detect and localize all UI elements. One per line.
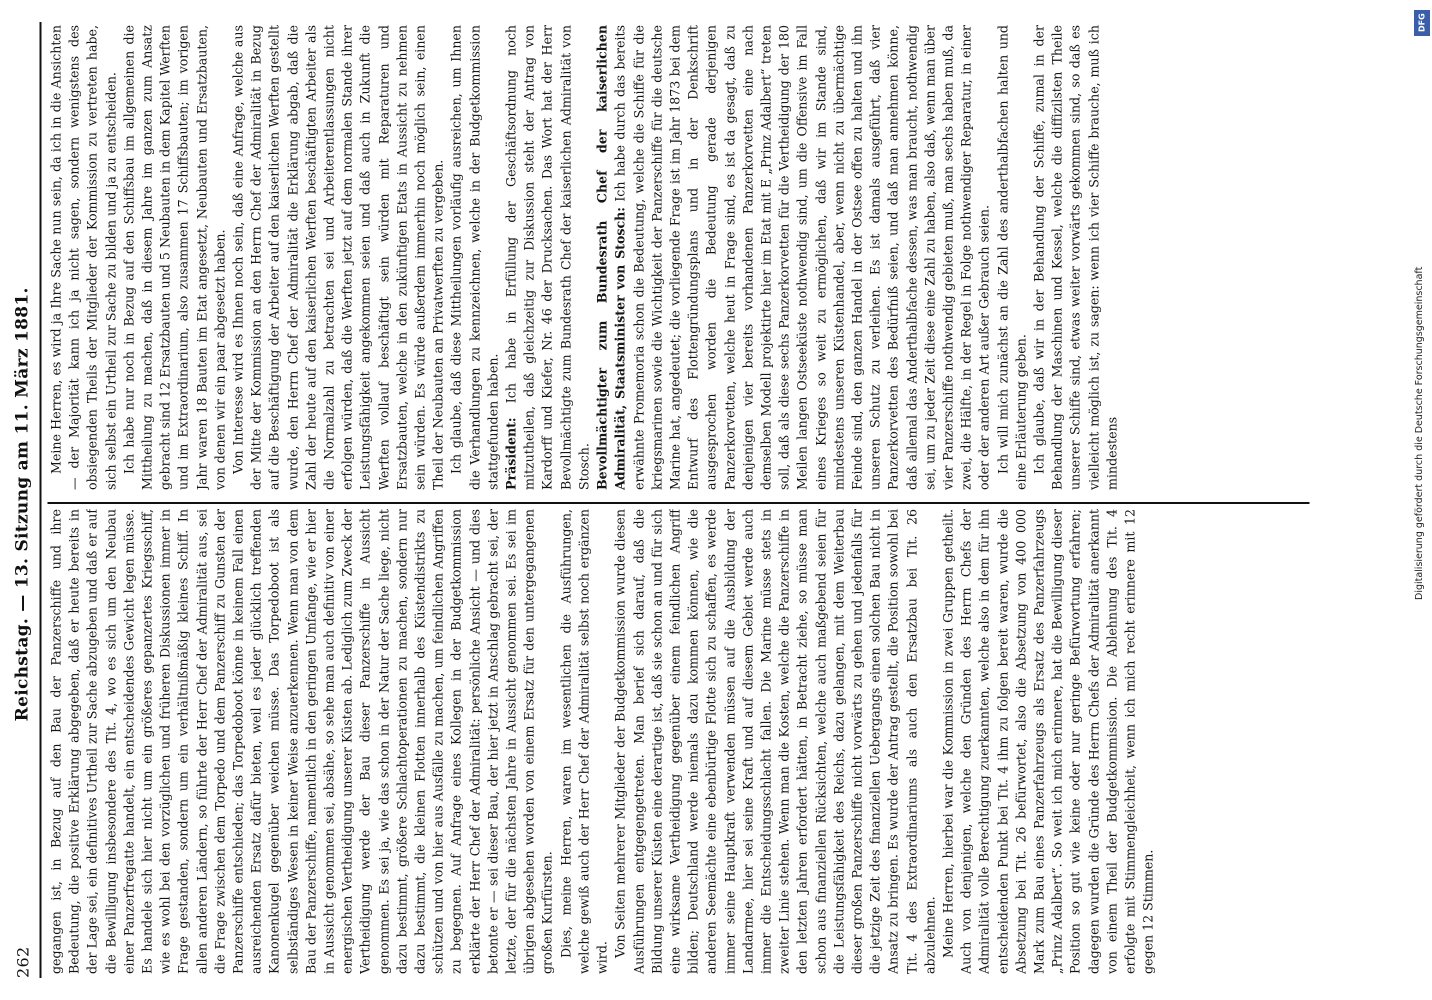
- paragraph-text: gegangen ist, in Bezug auf den Bau der Panzerschiffe und ihre Bedeutung, die positive Erklärung abgegeben, daß er heute bereits in der Lage sei, ein definitives Urtheil zur Sache abzugeben und daß er auf die Bewilligung insbesondere des Tit. 4, wo es sich um den Neubau einer Panzerfregatte handelt, ein entscheidendes Gewicht legen müsse. Es handele sich hier nicht um ein größeres gepanzertes Kriegsschiff, wie es wohl bei den vorzüglichen und früheren Diskussionen immer in Frage gestanden, sondern um ein verhältnißmäßig kleines Schiff. In allen anderen Ländern, so führte der Herr Chef der Admiralität aus, sei die Frage zwischen dem Torpedo und dem Panzerschiff zu Gunsten der Panzerschiffe entschieden; das Torpedoboot könne in keinem Fall einen ausreichenden Ersatz dafür bieten, weil es jeder glücklich treffenden Kanonenkugel gegenüber weichen müsse. Das Torpedoboot ist als selbständiges Wesen in keiner Weise anzuerkennen. Wenn man von dem Bau der Panzerschiffe, namentlich in den geringen Umfange, wie er hier in Aussicht genommen sei, absähe, so sehe man auch definitiv von einer energischen Vertheidigung unserer Küsten ab. Lediglich zum Zweck der Vertheidigung werde der Bau dieser Panzerschiffe in Aussicht genommen. Es sei ja, wie das schon in der Natur der Sache liege, nicht dazu bestimmt, größere Schlachtoperationen zu machen, sondern nur dazu bestimmt, die kleinen Flotten innerhalb des Küstendistrikts zu schützen und von hier aus Ausfälle zu machen, um feindlichen Angriffen zu begegnen. Auf Anfrage eines Kollegen in der Budgetkommission erklärte der Herr Chef der Admiralität: persönliche Ansicht — und dies betonte er — sei dieser Bau, der hier jetzt in Anschlag gebracht sei, der letzte, der für die nächsten Jahre in Aussicht genommen sei. Es sei im übrigen abgesehen worden von einem Ersatz für den untergegangenen großen Kurfürsten.: [48, 509, 555, 974]
- speaker-name: Präsident:: [503, 417, 519, 490]
- paragraph-text: Ich glaube, daß wir in der Behandlung der Schiffe, zumal in der Behandlung der Maschinen und Kessel, welche die diffizilsten Theile unserer Schiffe sind, etwas weiter vorwärts gekommen sind, so daß es vielleicht möglich ist, zu sagen: wenn ich vier Schiffe brauche, muß ich mindestens: [1031, 25, 1120, 490]
- paragraph-text: Ich will mich zunächst an die Zahl des anderthalbfachen halten und eine Erläuterung geben.: [995, 25, 1029, 490]
- paragraph: [230, 25, 448, 490]
- right-text-column: [48, 25, 1310, 490]
- paragraph-text: Meine Herren, hierbei war die Kommission in zwei Gruppen getheilt. Auch von denjenigen, welche den Gründen des Herrn Chefs der Admiralität volle Berechtigung zuerkannten, welche also in dem für ihn entscheidenden Punkt bei Tit. 4 ihm zu folgen bereit waren, wurde die Absetzung bei Tit. 26 befürwortet, also die Absetzung von 400 000 Mark zum Bau eines Panzerfahrzeugs als Ersatz des Panzerfahrzeugs „Prinz Adalbert“. So weit ich mich erinnere, hat die Bewilligung dieser Position so gut wie keine oder nur geringe Befürwortung erfahren; dagegen wurden die Gründe des Herrn Chefs der Admiralität anerkannt von einem Theil der Budgetkommission. Die Ablehnung des Tit. 4 erfolgte mit Stimmengleichheit, wenn ich mich recht erinnere mit 12 gegen 12 Stimmen.: [940, 509, 1156, 974]
- dfg-logo: DFG: [1414, 10, 1430, 36]
- left-text-column: [48, 509, 1310, 974]
- page-number: 262: [13, 946, 32, 978]
- paragraph: [939, 509, 1157, 974]
- paragraph-text: Von Seiten mehrerer Mitglieder der Budgetkommission wurde diesen Ausführungen entgegengetreten. Man berief sich darauf, daß die Bildung unserer Küsten eine derartige ist, daß sie schon an und für sich eine wirksame Vertheidigung gegenüber einem feindlichen Angriff bilden; Deutschland werde niemals dazu kommen können, wie die anderen Seemächte eine ebenbürtige Flotte sich zu schaffen, es werde immer seine Hauptkraft verwenden müssen auf die Ausbildung der Landarmee, hier sei seine Kraft und auf diesem Gebiet werde auch immer die Entscheidungsschlacht fallen. Die Marine müsse stets in zweiter Linie stehen. Wenn man die Kosten, welche die Panzerschiffe in den letzten Jahren erfordert hätten, in Betracht ziehe, so müsse man schon aus finanziellen Rücksichten, welche auch maßgebend seien für die Leistungsfähigkeit des Reichs, dazu gelangen, mit dem Weiterbau dieser großen Panzerschiffe nicht vorwärts zu gehen und jedenfalls für die jetzige Zeit des finanziellen Uebergangs einen solchen Bau nicht in Ansatz zu bringen. Es wurde der Antrag gestellt, die Position sowohl bei Tit. 4 des Extraordinariums als auch den Ersatzbau bei Tit. 26 abzulehnen.: [612, 509, 938, 974]
- page-header: [8, 22, 38, 978]
- paragraph: [612, 509, 940, 974]
- paragraph: [448, 25, 503, 490]
- paragraph: [48, 25, 121, 490]
- paragraph-text: Meine Herren, es wird ja Ihre Sache nun sein, da ich in die Ansichten — der Majorität kann ich ja nicht sagen, sondern wenigstens des obsiegenden Theils der Mitglieder der Kommission zu vertreten habe, sich selbst ein Urtheil zur Sache zu bilden und ja zu entscheiden.: [48, 25, 119, 490]
- header-rule: [40, 22, 42, 978]
- running-head: Reichstag. — 13. Sitzung am 11. März 1881.: [12, 287, 33, 722]
- speaker-name: Bevollmächtigter zum Bundesrath Chef der kaiserlichen Admiralität, Staatsminister von Stosch:: [594, 25, 628, 490]
- dfg-credit-text: Digitalisierung gefördert durch die Deutsche Forschungsgemeinschaft: [1414, 266, 1425, 600]
- paragraph-text: Ich habe nur noch in Bezug auf den Schiffsbau im allgemeinen die Mittheilung zu machen, daß in diesem Jahre im ganzen zum Ansatz gebracht sind 12 Ersatzbauten und 5 Neubauten in dem Kapitel Werften und im Extraordinarium, also zusammen 17 Schiffsbauten; im vorigen Jahr waren 18 Bauten im Etat angesetzt, Neubauten und Ersatzbauten, von denen wir ein paar abgesetzt haben.: [121, 25, 228, 490]
- paragraph-text: Ich glaube, daß diese Mittheilungen vorläufig ausreichen, um Ihnen die Verhandlungen zu kennzeichnen, welche in der Budgetkommission stattgefunden haben.: [448, 25, 501, 490]
- paragraph: [120, 25, 229, 490]
- paragraph-text: Ich habe durch das bereits erwähnte Promemoria schon die Bedeutung, welche die Schiffe für die kriegsmarinen sowie die Wichtigkeit der Panzerschiffe für die deutsche Marine hat, angedeutet; die vorliegende Frage ist im Jahr 1873 bei dem Entwurf des Flottengründungsplans und in der Denkschrift ausgesprochen worden die Bedeutung gerade derjenigen Panzerkorvetten, welche heut in Frage sind, es ist da gesagt, daß zu denjenigen vier bereits vorhandenen Panzerkorvetten eine nach demselben Modell projektirte hier im Etat mit E „Prinz Adalbert“ treten soll, daß als diese sechs Panzerkorvetten für die Vertheidigung der 180 Meilen langen Ostseeküste nothwendig sind, um die Offensive im Fall eines Krieges so weit zu ermöglichen, daß wir im Stande sind, mindestens unseren Küstenhandel, aber, wenn nicht zu übermächtige Feinde sind, den ganzen Handel in der Ostsee offen zu halten und ihn unseren Schutz zu verleihen. Es ist damals ausgeführt, daß vier Panzerkorvetten des Bedürfniß seien, und daß man annehmen könne, daß allemal das Anderthalbfache dessen, was man braucht, nothwendig sei, um zu jeder Zeit diese eine Zahl zu haben, also daß, wenn man über vier Panzerschiffe nothwendig gebieten muß, man sechs haben muß, da zwei, die Hälfte, in der Regel in Folge nothwendiger Reparatur, in einer oder der anderen Art außer Gebrauch seien.: [612, 25, 992, 490]
- paragraph: [994, 25, 1030, 490]
- paragraph: [503, 25, 594, 490]
- paragraph: [594, 25, 994, 490]
- digitization-credit-strip: [1412, 0, 1432, 1000]
- paragraph: [557, 509, 612, 974]
- paragraph-text: Dies, meine Herren, waren im wesentlichen die Ausführungen, welche gewiß auch der Herr Chef der Admiralität selbst noch ergänzen wird.: [558, 509, 610, 974]
- paragraph: [48, 509, 558, 974]
- column-divider: [48, 502, 1310, 504]
- paragraph-text: Von Interesse wird es Ihnen noch sein, daß eine Anfrage, welche aus der Mitte der Kommission an den Herrn Chef der Admiralität in Bezug auf die Beschäftigung der Arbeiter auf den kaiserlichen Werften gestellt wurde, den Herrn Chef der Admiralität die Erklärung abgab, daß die Zahl der heute auf den kaiserlichen Werften beschäftigten Arbeiter als die Normalzahl zu betrachten sei und Arbeiterentlassungen nicht erfolgen würden, daß die Werften jetzt auf dem normalen Stande ihrer Leistungsfähigkeit angekommen seien und daß auch in Zukunft die Werften vollauf beschäftigt sein würden mit Reparaturen und Ersatzbauten, welche in den zukünftigen Etats in Aussicht zu nehmen sein würden. Es würde außerdem immerhin noch möglich sein, einen Theil der Neubauten an Privatwerften zu vergeben.: [230, 25, 446, 490]
- paragraph-text: Ich habe in Erfüllung der Geschäftsordnung noch mitzutheilen, daß gleichzeitig zur Diskussion steht der Antrag von Kardorff und Kiefer, Nr. 46 der Drucksachen. Das Wort hat der Herr Bevollmächtigte zum Bundesrath Chef der kaiserlichen Admiralität von Stosch.: [503, 25, 592, 490]
- paragraph: [1030, 25, 1121, 490]
